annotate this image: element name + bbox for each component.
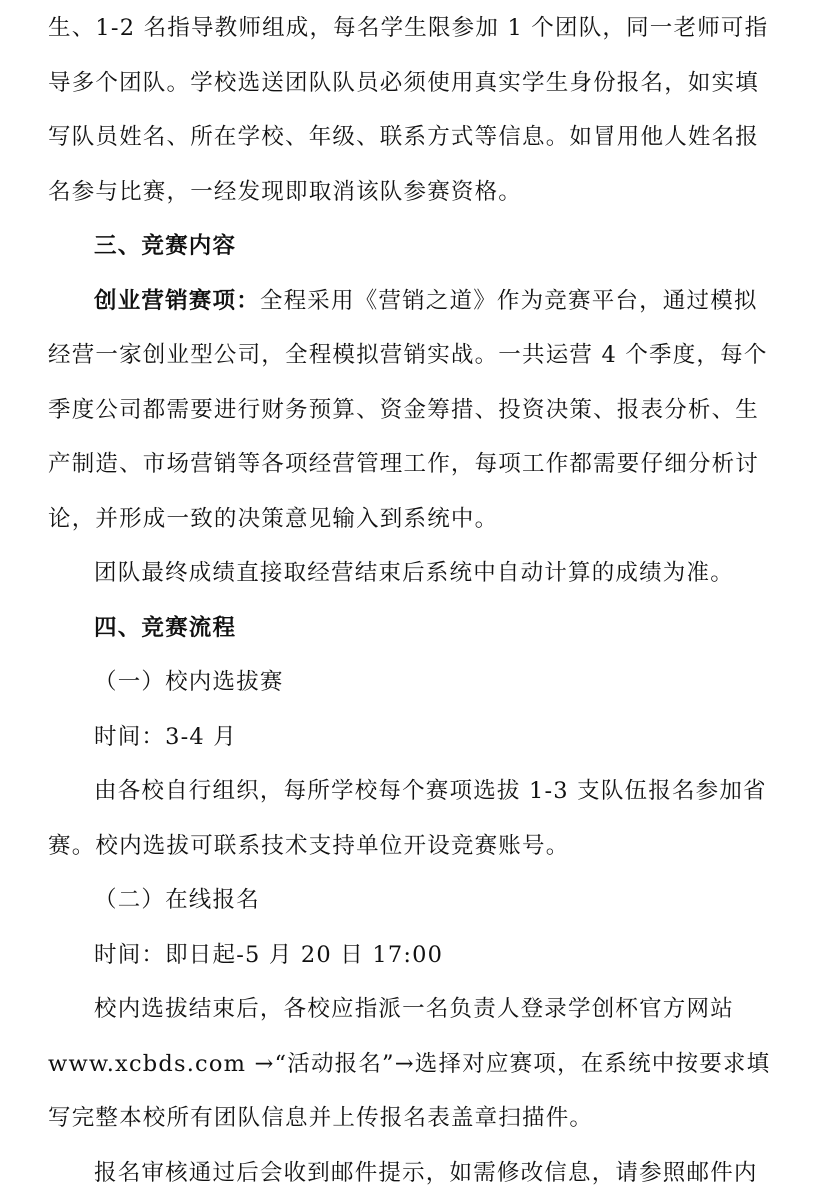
time-online-registration: 时间：即日起-5 月 20 日 17:00 (94, 941, 444, 968)
paragraph-competition-content (48, 274, 772, 547)
heading-competition-content: 三、竞赛内容 (94, 233, 237, 259)
team-rules-line-4: 名参与比赛，一经发现即取消该队参赛资格。 (48, 178, 523, 205)
content-line-5: 论，并形成一致的决策意见输入到系统中。 (48, 505, 499, 532)
content-line-1-text: 全程采用《营销之道》作为竞赛平台，通过模拟 (259, 287, 758, 314)
heading-competition-process: 四、竞赛流程 (94, 614, 237, 641)
content-line-2: 经营一家创业型公司，全程模拟营销实战。一共运营 4 个季度，每个 (48, 342, 768, 368)
selection-line-2: 赛。校内选拔可联系技术支持单位开设竞赛账号。 (48, 832, 570, 859)
selection-line-1: 由各校自行组织，每所学校每个赛项选拔 1-3 支队伍报名参加省 (94, 778, 767, 804)
content-lead: 创业营销赛项： (94, 287, 260, 314)
paragraph-online-registration (48, 982, 772, 1146)
content-line-1 (48, 274, 772, 329)
subheading-school-selection: （一）校内选拔赛 (94, 669, 284, 695)
content-line-3: 季度公司都需要进行财务预算、资金筹措、投资决策、报表分析、生 (48, 396, 760, 423)
registration-line-3: 写完整本校所有团队信息并上传报名表盖章扫描件。 (48, 1105, 594, 1131)
registration-line-1: 校内选拔结束后，各校应指派一名负责人登录学创杯官方网站 (94, 996, 734, 1022)
team-rules-line-1: 生、1-2 名指导教师组成，每名学生限参加 1 个团队，同一老师可指 (48, 15, 769, 41)
subheading-online-registration: （二）在线报名 (94, 887, 260, 913)
team-rules-line-2: 导多个团队。学校选送团队队员必须使用真实学生身份报名，如实填 (48, 69, 760, 96)
team-rules-line-3: 写队员姓名、所在学校、年级、联系方式等信息。如冒用他人姓名报 (48, 124, 760, 150)
paragraph-team-rules (48, 1, 772, 219)
registration-line-2: www.xcbds.com →“活动报名”→选择对应赛项，在系统中按要求填 (48, 1050, 771, 1077)
document-page (48, 0, 772, 1200)
paragraph-notice: 报名审核通过后会收到邮件提示，如需修改信息，请参照邮件内 (94, 1159, 758, 1186)
time-school-selection: 时间：3-4 月 (94, 723, 237, 750)
content-line-4: 产制造、市场营销等各项经营管理工作，每项工作都需要仔细分析讨 (48, 451, 760, 477)
paragraph-school-selection (48, 764, 772, 873)
paragraph-scoring: 团队最终成绩直接取经营结束后系统中自动计算的成绩为准。 (94, 560, 734, 586)
